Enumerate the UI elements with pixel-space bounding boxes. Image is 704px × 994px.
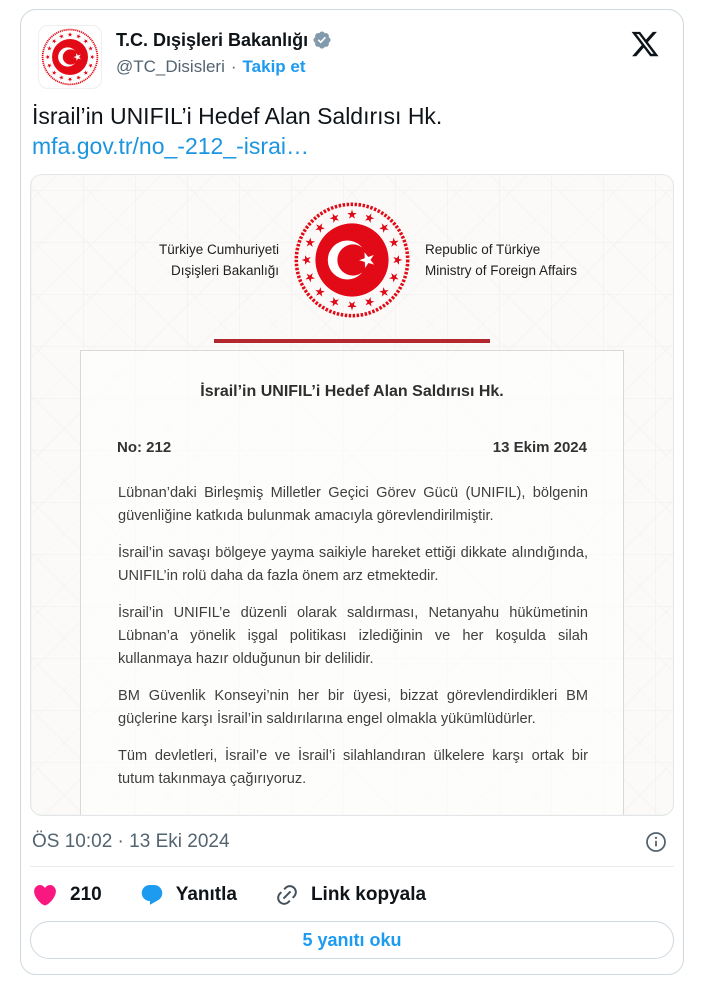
- info-icon[interactable]: [644, 830, 668, 854]
- reply-bubble-icon: [140, 883, 164, 907]
- letterhead-english-text: [425, 239, 623, 281]
- letterhead-turkish-text: [81, 239, 279, 281]
- reply-button[interactable]: [140, 883, 237, 907]
- mfa-emblem-large-icon: [293, 201, 411, 319]
- tweet-text: İsrail’in UNIFIL’i Hedef Alan Saldırısı Hk.: [32, 103, 443, 129]
- user-handle[interactable]: @TC_Disisleri: [116, 57, 225, 76]
- read-replies-button[interactable]: 5 yanıtı oku: [30, 921, 674, 959]
- like-count: 210: [70, 884, 102, 905]
- document-number: No: 212: [117, 439, 172, 456]
- document-title: İsrail’in UNIFIL’i Hedef Alan Saldırısı Hk.: [200, 383, 504, 400]
- copy-link-button[interactable]: [275, 883, 426, 907]
- avatar[interactable]: [38, 25, 102, 89]
- follow-button[interactable]: Takip et: [242, 57, 306, 76]
- like-button[interactable]: [32, 882, 102, 908]
- mfa-emblem-icon: [41, 28, 99, 86]
- author-block: [116, 25, 622, 78]
- red-divider-rule: [214, 339, 490, 343]
- attached-document-image[interactable]: [30, 174, 674, 816]
- verified-badge-icon: [312, 30, 332, 50]
- meta-row: [32, 829, 672, 855]
- document-body: [118, 482, 588, 791]
- document-paragraph: Lübnan’daki Birleşmiş Milletler Geçici Görev Gücü (UNIFIL), bölgenin güvenliğine katkıda bulunmak amacıyla görevlendirilmiştir.: [118, 485, 588, 524]
- press-release-card: [80, 350, 624, 816]
- document-letterhead: [31, 175, 673, 319]
- document-paragraph: BM Güvenlik Konseyi’nin her bir üyesi, bizzat görevlendirdikleri BM güçlerine karşı İsrail’in saldırılarına engel olmakla yükümlüdürler.: [118, 688, 588, 727]
- reply-label: Yanıtla: [175, 884, 237, 905]
- tweet-link[interactable]: mfa.gov.tr/no_-212_-israi…: [32, 133, 309, 159]
- letterhead-left-line2: Dışişleri Bakanlığı: [170, 263, 279, 278]
- letterhead-left-line1: Türkiye Cumhuriyeti: [158, 242, 279, 257]
- letterhead-right-line2: Ministry of Foreign Affairs: [425, 263, 578, 278]
- tweet-header: [38, 25, 666, 89]
- document-paragraph: İsrail’in UNIFIL’e düzenli olarak saldırması, Netanyahu hükümetinin Lübnan’a yönelik işgal politikası izlediğinin ve her koşulda silah kullanmaya hazır olduğunun bir delilidir.: [118, 605, 588, 667]
- action-bar: [30, 867, 674, 921]
- document-paragraph: İsrail’in savaşı bölgeye yayma saikiyle hareket ettiği dikkate alındığında, UNIFIL’in rolü daha da fazla önem arz etmektedir.: [118, 545, 588, 584]
- timestamp[interactable]: ÖS 10:02 · 13 Eki 2024: [32, 831, 230, 852]
- x-logo-icon[interactable]: [630, 29, 660, 59]
- heart-icon: [32, 882, 58, 908]
- display-name[interactable]: T.C. Dışişleri Bakanlığı: [116, 30, 309, 50]
- document-date: 13 Ekim 2024: [492, 439, 587, 456]
- tweet-card: [20, 9, 684, 975]
- separator-dot: ·: [230, 57, 237, 76]
- document-paragraph: Tüm devletleri, İsrail’e ve İsrail’i silahlandıran ülkelere karşı ortak bir tutum takınmaya çağırıyoruz.: [118, 748, 588, 787]
- copy-link-label: Link kopyala: [310, 884, 427, 905]
- letterhead-right-line1: Republic of Türkiye: [425, 242, 541, 257]
- link-icon: [275, 883, 299, 907]
